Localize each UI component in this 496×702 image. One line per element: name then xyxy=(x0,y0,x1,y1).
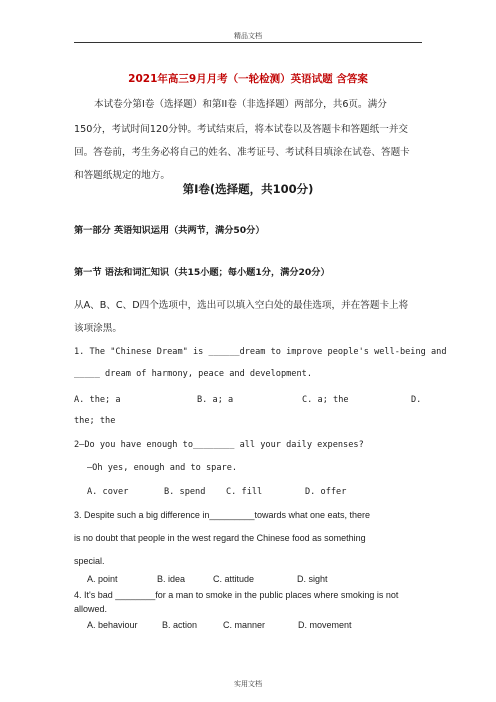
section-title: 第I卷(选择题，共100分) xyxy=(182,182,314,196)
q4-option-d: D. movement xyxy=(298,620,352,630)
page-footer: 实用文档 xyxy=(234,680,262,688)
intro-line-3: 回。答卷前，考生务必将自己的姓名、准考证号、考试科目填涂在试卷、答题卡 xyxy=(74,147,410,158)
q1-option-b: B. a; a xyxy=(197,395,234,405)
q1-line-1: 1. The "Chinese Dream" is ______dream to improve people's well-being and xyxy=(74,347,447,357)
page-header: 精品文档 xyxy=(234,32,262,40)
q1-line-2: _____ dream of harmony, peace and development. xyxy=(74,369,312,379)
q4-option-b: B. action xyxy=(162,620,198,630)
q3-line-1: 3. Despite such a big difference in_________towards what one eats, there xyxy=(74,510,371,520)
q3-option-a: A. point xyxy=(87,574,118,584)
header-divider xyxy=(74,42,422,43)
document-title: 2021年高三9月月考（一轮检测）英语试题 含答案 xyxy=(128,73,368,85)
intro-line-2: 150分，考试时间120分钟。考试结束后，将本试卷以及答题卡和答题纸一并交 xyxy=(74,124,409,135)
q4-line-1: 4. It's bad ________for a man to smoke in the public places where smoking is not xyxy=(74,590,399,600)
q3-option-c: C. attitude xyxy=(213,574,255,584)
q2-option-d: D. offer xyxy=(305,487,347,497)
intro-line-4: 和答题纸规定的地方。 xyxy=(74,170,170,181)
q3-line-3: special. xyxy=(74,556,105,566)
q1-option-d-text: the; the xyxy=(74,416,116,426)
q3-option-b: B. idea xyxy=(157,574,186,584)
q3-line-2: is no doubt that people in the west regard the Chinese food as something xyxy=(74,533,366,543)
intro-line-1: 本试卷分第I卷（选择题）和第II卷（非选择题）两部分，共6页。满分 xyxy=(94,99,387,110)
q1-option-c: C. a; the xyxy=(302,395,349,405)
q4-line-2: allowed. xyxy=(74,604,108,614)
q2-option-c: C. fill xyxy=(226,487,263,497)
q4-option-c: C. manner xyxy=(223,620,266,630)
part1-section1-heading: 第一节 语法和词汇知识（共15小题；每小题1分，满分20分） xyxy=(74,267,330,278)
instruction-line-2: 该项涂黑。 xyxy=(74,323,122,334)
q2-option-b: B. spend xyxy=(164,487,206,497)
q2-line-2: —Oh yes, enough and to spare. xyxy=(87,463,238,473)
q2-option-a: A. cover xyxy=(87,487,129,497)
part1-heading: 第一部分 英语知识运用（共两节，满分50分） xyxy=(74,225,265,236)
q2-line-1: 2—Do you have enough to________ all your daily expenses? xyxy=(74,440,364,450)
instruction-line-1: 从A、B、C、D四个选项中，选出可以填入空白处的最佳选项，并在答题卡上将 xyxy=(74,300,409,311)
q3-option-d: D. sight xyxy=(297,574,328,584)
q1-option-d: D. xyxy=(411,395,422,405)
q1-option-a: A. the; a xyxy=(74,395,121,405)
q4-option-a: A. behaviour xyxy=(87,620,138,630)
